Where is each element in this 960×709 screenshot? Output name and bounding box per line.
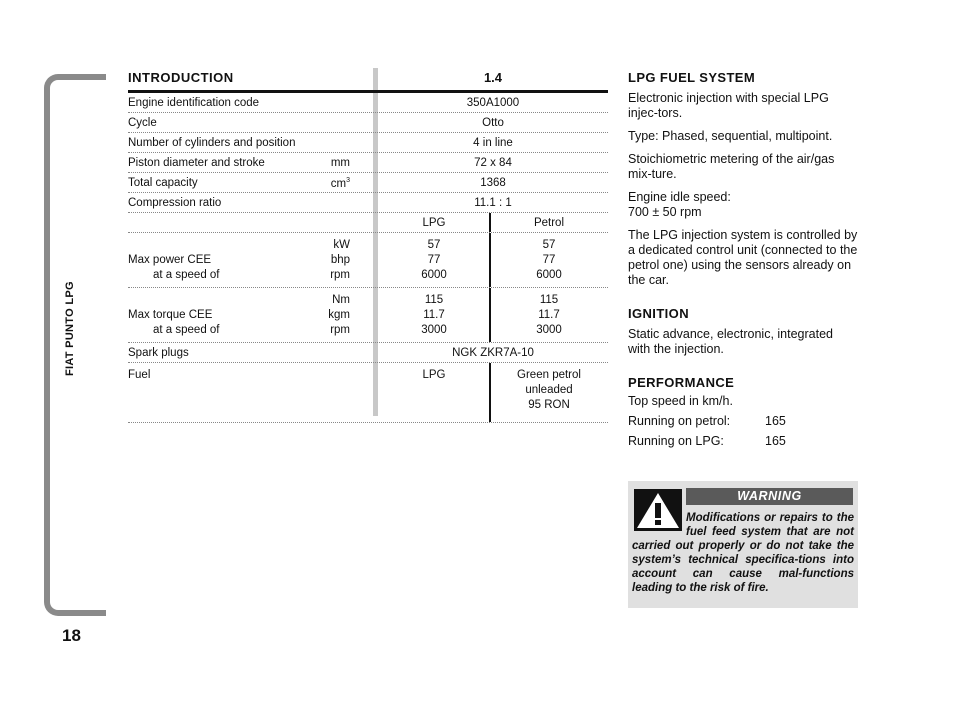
idle-speed: Engine idle speed: 700 ± 50 rpm	[628, 190, 731, 219]
table-row: Number of cylinders and position 4 in line	[128, 133, 608, 153]
page-number: 18	[62, 626, 81, 645]
table-title: INTRODUCTION	[128, 70, 234, 85]
frame-tick-top	[96, 74, 106, 80]
warning-text: Modifications or repairs to the fuel feed system that are not carried out properly or do not take the system’s technical specifica-tions into account can cause mal-functions leading to the risk of fire.	[632, 512, 854, 594]
perf-row: Running on LPG: 165	[628, 434, 786, 448]
perf-row: Running on petrol: 165	[628, 414, 786, 428]
ignition-heading: IGNITION	[628, 306, 689, 321]
frame-tick-bottom	[96, 610, 106, 616]
paragraph: The LPG injection system is controlled by a dedicated control unit (connected to the petrol one) using the sensors already on the car.	[628, 228, 858, 287]
table-row: Piston diameter and stroke mm 72 x 84	[128, 153, 608, 173]
paragraph: Static advance, electronic, integrated with the injection.	[628, 327, 833, 356]
paragraph: Electronic injection with special LPG injec-tors.	[628, 91, 829, 120]
performance-heading: PERFORMANCE	[628, 375, 735, 390]
fuel-columns-row: LPG Petrol	[128, 213, 608, 233]
spec-table	[128, 68, 608, 423]
table-header	[128, 68, 608, 93]
max-power-row: Max power CEE at a speed of kW bhp rpm 57 77 6000 57 77 6000	[128, 233, 608, 288]
right-column	[628, 70, 858, 449]
max-torque-row: Max torque CEE at a speed of Nm kgm rpm 115 11.7 3000 115 11.7 3000	[128, 288, 608, 343]
spark-plugs-row: Spark plugs NGK ZKR7A-10	[128, 343, 608, 363]
warning-title: WARNING	[686, 488, 853, 505]
warning-box	[628, 481, 858, 608]
fuel-row: Fuel LPG Green petrol unleaded 95 RON	[128, 363, 608, 423]
engine-header: 1.4	[483, 70, 503, 85]
performance-intro: Top speed in km/h.	[628, 394, 733, 408]
paragraph: Type: Phased, sequential, multipoint.	[628, 129, 833, 143]
paragraph: Stoichiometric metering of the air/gas mix-ture.	[628, 152, 835, 181]
table-row: Total capacity $cm^3$ 1368	[128, 173, 608, 193]
table-row: Engine identification code 350A1000	[128, 93, 608, 113]
table-row: Compression ratio 11.1 : 1	[128, 193, 608, 213]
table-row: Cycle Otto	[128, 113, 608, 133]
lpg-fuel-system-heading: LPG FUEL SYSTEM	[628, 70, 756, 85]
